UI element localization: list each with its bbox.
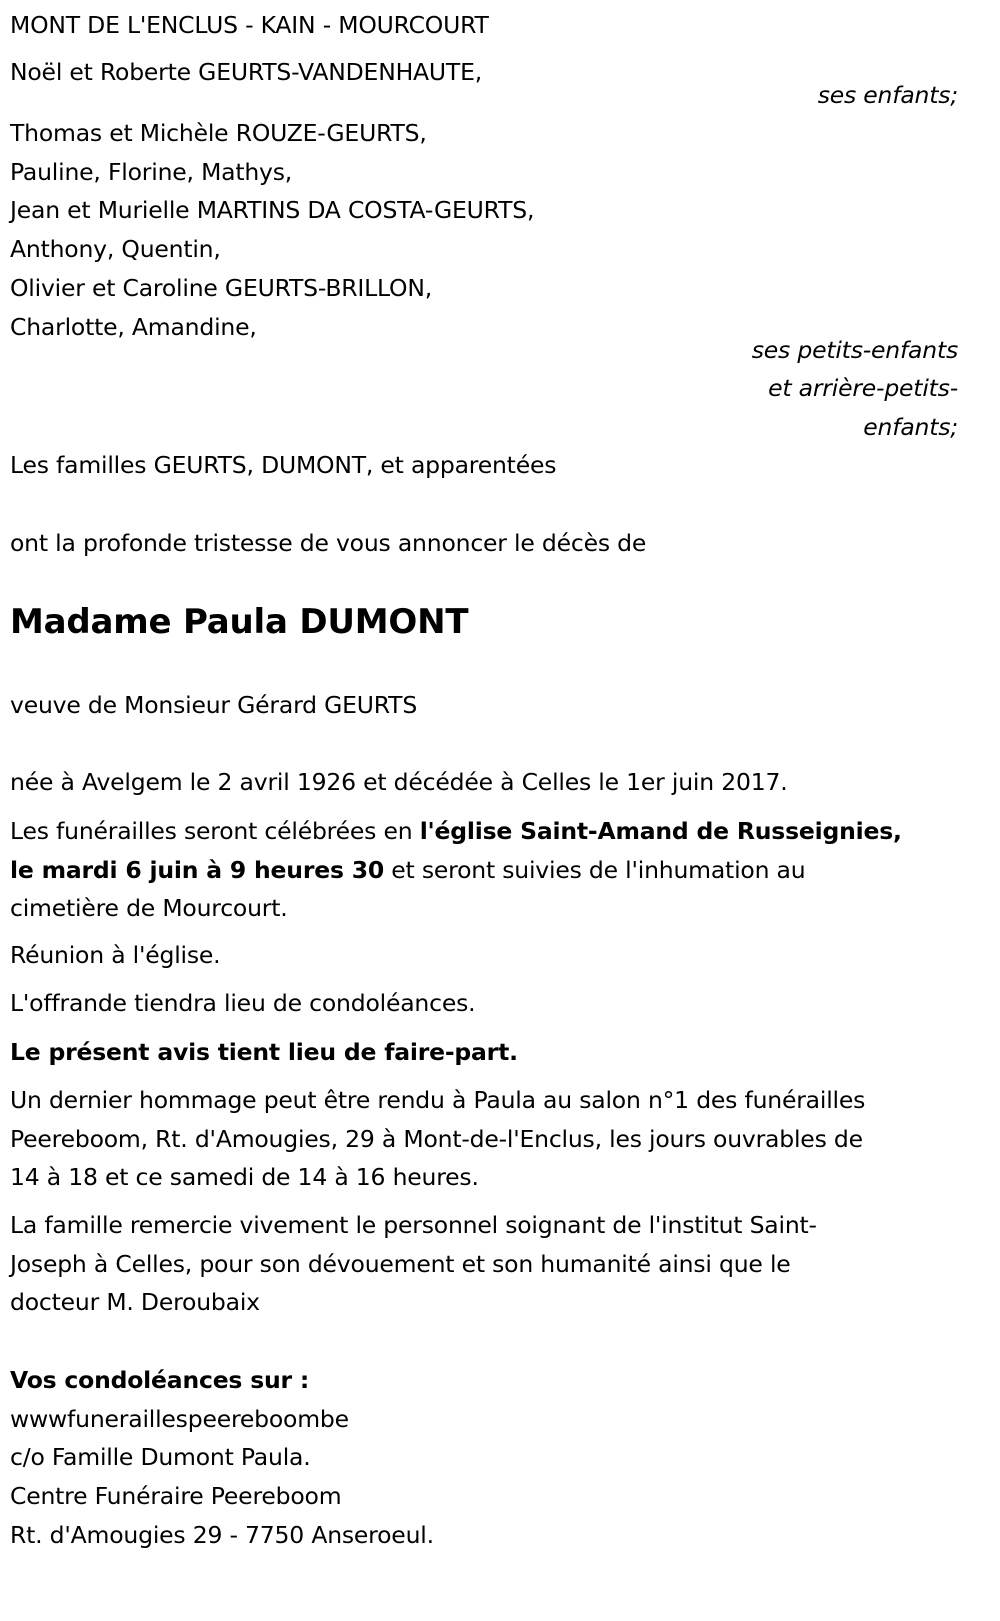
address-line: c/o Famille Dumont Paula. bbox=[10, 1443, 311, 1471]
announcement: ont la profonde tristesse de vous annoncer le décès de bbox=[10, 529, 647, 557]
families: Les familles GEURTS, DUMONT, et apparentées bbox=[10, 451, 557, 479]
meeting: Réunion à l'église. bbox=[10, 941, 221, 969]
grandchild-line: Jean et Murielle MARTINS DA COSTA-GEURTS, bbox=[10, 196, 535, 224]
tribute-line: Un dernier hommage peut être rendu à Paula au salon n°1 des funérailles bbox=[10, 1086, 866, 1114]
children-role: ses enfants; bbox=[817, 81, 958, 109]
thanks-line: docteur M. Deroubaix bbox=[10, 1288, 260, 1316]
thanks-line: La famille remercie vivement le personnel soignant de l'institut Saint- bbox=[10, 1211, 817, 1239]
deceased-name: Madame Paula DUMONT bbox=[10, 602, 469, 642]
funeral-line bbox=[10, 851, 805, 889]
grandchild-line: Pauline, Florine, Mathys, bbox=[10, 158, 293, 186]
condolences-heading: Vos condoléances sur : bbox=[10, 1366, 310, 1394]
thanks-line: Joseph à Celles, pour son dévouement et son humanité ainsi que le bbox=[10, 1250, 791, 1278]
funeral-text: Les funérailles seront célébrées en bbox=[10, 817, 420, 845]
grandchildren-role: enfants; bbox=[863, 413, 958, 441]
birth-death: née à Avelgem le 2 avril 1926 et décédée à Celles le 1er juin 2017. bbox=[10, 768, 788, 796]
address-line: Rt. d'Amougies 29 - 7750 Anseroeul. bbox=[10, 1521, 434, 1549]
offering: L'offrande tiendra lieu de condoléances. bbox=[10, 989, 476, 1017]
grandchild-line: Charlotte, Amandine, bbox=[10, 313, 257, 341]
location-header: MONT DE L'ENCLUS - KAIN - MOURCOURT bbox=[10, 11, 489, 39]
children-names: Noël et Roberte GEURTS-VANDENHAUTE, bbox=[10, 58, 483, 86]
tribute-line: Peereboom, Rt. d'Amougies, 29 à Mont-de-l'Enclus, les jours ouvrables de bbox=[10, 1125, 863, 1153]
address-line: Centre Funéraire Peereboom bbox=[10, 1482, 342, 1510]
grandchildren-role: et arrière-petits- bbox=[768, 374, 958, 402]
grandchildren-role: ses petits-enfants bbox=[751, 336, 958, 364]
funeral-line: cimetière de Mourcourt. bbox=[10, 894, 288, 922]
notice: Le présent avis tient lieu de faire-part. bbox=[10, 1038, 518, 1066]
grandchild-line: Anthony, Quentin, bbox=[10, 235, 221, 263]
funeral-text: et seront suivies de l'inhumation au bbox=[384, 856, 806, 884]
grandchild-line: Thomas et Michèle ROUZE-GEURTS, bbox=[10, 119, 427, 147]
widow-of: veuve de Monsieur Gérard GEURTS bbox=[10, 691, 418, 719]
tribute-line: 14 à 18 et ce samedi de 14 à 16 heures. bbox=[10, 1163, 479, 1191]
funeral-line bbox=[10, 812, 902, 850]
funeral-date: le mardi 6 juin à 9 heures 30 bbox=[10, 856, 385, 884]
grandchild-line: Olivier et Caroline GEURTS-BRILLON, bbox=[10, 274, 433, 302]
funeral-church: l'église Saint-Amand de Russeignies, bbox=[419, 817, 902, 845]
condolences-website[interactable]: wwwfuneraillespeereboombe bbox=[10, 1405, 349, 1433]
